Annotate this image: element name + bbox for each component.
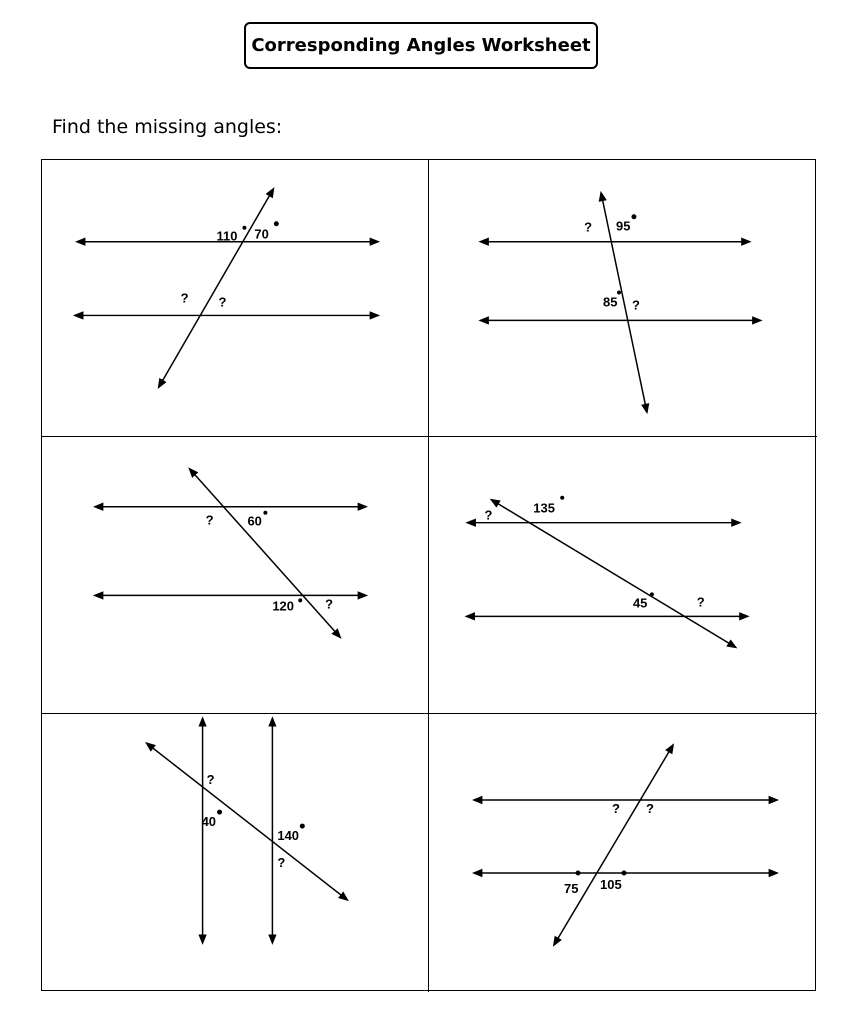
problem-5 xyxy=(42,714,429,992)
instruction-text: Find the missing angles: xyxy=(52,116,283,138)
angle-label: 105 xyxy=(600,877,622,892)
problem-2 xyxy=(429,160,817,437)
angle-label: 40 xyxy=(201,814,217,830)
problem-6-diagram xyxy=(429,714,817,992)
problem-1 xyxy=(42,160,429,437)
angle-label: 120 xyxy=(272,598,294,614)
degree-mark xyxy=(631,214,636,219)
degree-mark xyxy=(263,511,267,515)
angle-label: 110 xyxy=(216,228,238,244)
angle-label: ? xyxy=(206,772,215,788)
angle-label: 60 xyxy=(247,513,262,529)
transversal xyxy=(554,745,673,945)
angle-label: 95 xyxy=(616,218,631,234)
angle-label: ? xyxy=(180,290,189,306)
angle-label: ? xyxy=(696,594,705,610)
problem-2-diagram xyxy=(429,160,817,436)
problem-grid xyxy=(41,159,816,991)
angle-label: ? xyxy=(218,294,227,310)
angle-label: 140 xyxy=(277,828,300,844)
problem-4 xyxy=(429,437,817,714)
angle-label: 70 xyxy=(254,226,269,242)
degree-mark xyxy=(617,291,621,295)
problem-6 xyxy=(429,714,817,992)
degree-mark xyxy=(300,824,305,829)
angle-label: 85 xyxy=(603,294,618,310)
angle-label: ? xyxy=(205,512,214,528)
angle-label: 75 xyxy=(564,881,579,896)
problem-3 xyxy=(42,437,429,714)
angle-label: ? xyxy=(484,507,493,523)
degree-mark xyxy=(242,226,246,230)
transversal xyxy=(147,743,347,900)
transversal xyxy=(159,189,274,387)
angle-label: 135 xyxy=(533,500,555,516)
degree-mark xyxy=(217,810,222,815)
angle-label: ? xyxy=(646,801,654,816)
degree-mark xyxy=(560,496,564,500)
transversal xyxy=(190,469,340,637)
degree-mark xyxy=(576,871,581,876)
problem-1-diagram xyxy=(42,160,428,436)
transversal xyxy=(491,500,735,647)
degree-mark xyxy=(298,598,302,602)
problem-3-diagram xyxy=(42,437,428,713)
degree-mark xyxy=(274,221,279,226)
worksheet-title: Corresponding Angles Worksheet xyxy=(244,22,598,69)
angle-label: ? xyxy=(612,801,620,816)
angle-label: ? xyxy=(631,297,640,313)
angle-label: ? xyxy=(584,219,593,235)
problem-4-diagram xyxy=(429,437,817,713)
degree-mark xyxy=(650,592,654,596)
angle-label: ? xyxy=(325,596,334,612)
problem-5-diagram xyxy=(42,714,428,992)
angle-label: 45 xyxy=(632,595,648,611)
degree-mark xyxy=(622,871,627,876)
angle-label: ? xyxy=(277,854,286,870)
